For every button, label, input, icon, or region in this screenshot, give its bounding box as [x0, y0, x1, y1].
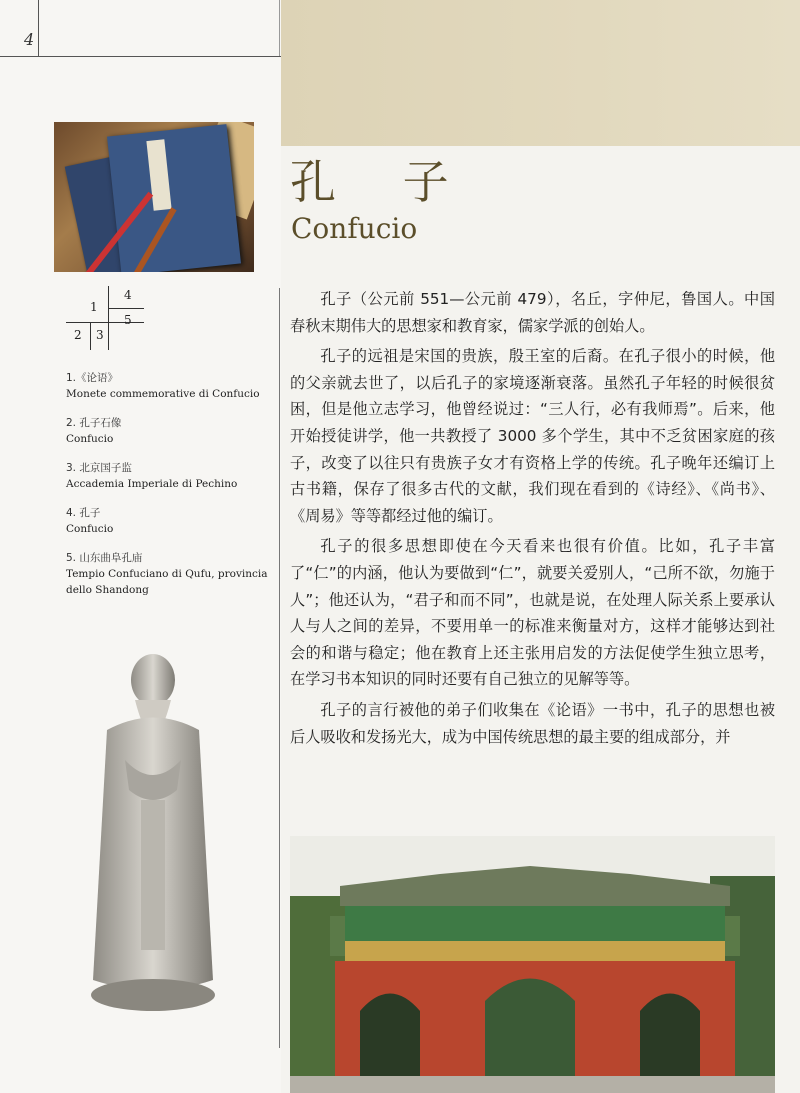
caption-item	[66, 370, 276, 402]
diagram-line	[90, 322, 91, 350]
caption-it: Tempio Confuciano di Qufu, provincia dello Shandong	[66, 568, 268, 596]
diagram-line	[108, 286, 109, 350]
figure-index-diagram	[64, 286, 154, 354]
caption-it: Accademia Imperiale di Pechino	[66, 478, 238, 490]
book-shape	[107, 124, 241, 272]
caption-item	[66, 460, 276, 492]
diagram-line	[66, 322, 144, 323]
header-rule	[0, 56, 281, 57]
column-divider	[279, 288, 280, 1048]
top-decorative-band	[281, 0, 800, 146]
page-title-it: Confucio	[291, 212, 418, 245]
caption-item	[66, 505, 276, 537]
caption-it: Monete commemorative di Confucio	[66, 388, 260, 400]
caption-list	[66, 370, 276, 611]
caption-zh: 5. 山东曲阜孔庙	[66, 552, 143, 564]
caption-it: Confucio	[66, 523, 114, 535]
body-paragraph: 孔子的很多思想即使在今天看来也很有价值。比如，孔子丰富了“仁”的内涵，他认为要做到“仁”，就要关爱别人，“己所不欲，勿施于人”；他还认为，“君子和而不同”，也就是说，在处理人际关系上要承认人与人之间的差异，不要用单一的标准来衡量对方，这样才能够达到社会的和谐与稳定；他在教育上还主张用启发的方法促使学生独立思考，在学习书本知识的同时还要有自己独立的见解等等。	[290, 537, 775, 689]
body-paragraph: 孔子的远祖是宋国的贵族，殷王室的后裔。在孔子很小的时候，他的父亲就去世了，以后孔子的家境逐渐衰落。虽然孔子年轻的时候很贫困，但是他立志学习，他曾经说过：“三人行，必有我师焉”。后来，他开始授徒讲学，他一共教授了 3000 多个学生，其中不乏贫困家庭的孩子，改变了以往只有贵族子女才有资格上学的传统。孔子晚年还编订上古书籍，保存了很多古代的文献，我们现在看到的《诗经》、《尚书》、《周易》等等都经过他的编订。	[290, 347, 775, 525]
header-column-rule	[279, 0, 280, 56]
photo-qufu-temple-gate	[290, 836, 775, 1093]
diagram-line	[108, 308, 144, 309]
figure-index-label: 2	[74, 328, 82, 342]
caption-item	[66, 550, 276, 598]
page-title-zh: 孔 子	[290, 155, 475, 209]
caption-zh: 2. 孔子石像	[66, 417, 122, 429]
caption-it: Confucio	[66, 433, 114, 445]
photo-lunyu-books	[54, 122, 254, 272]
caption-zh: 1.《论语》	[66, 372, 119, 384]
caption-item	[66, 415, 276, 447]
caption-zh: 4. 孔子	[66, 507, 101, 519]
figure-index-label: 1	[90, 300, 98, 314]
figure-index-label: 3	[96, 328, 104, 342]
caption-zh: 3. 北京国子监	[66, 462, 132, 474]
article-body	[290, 286, 775, 754]
figure-index-label: 4	[124, 288, 132, 302]
page-number-rule	[38, 0, 39, 56]
body-paragraph: 孔子（公元前 551—公元前 479），名丘，字仲尼，鲁国人。中国春秋末期伟大的思想家和教育家，儒家学派的创始人。	[290, 290, 775, 335]
photo-confucius-statue	[85, 650, 220, 1020]
body-paragraph: 孔子的言行被他的弟子们收集在《论语》一书中，孔子的思想也被后人吸收和发扬光大，成为中国传统思想的最主要的组成部分，并	[290, 700, 775, 746]
figure-index-label: 5	[124, 313, 132, 327]
page-number: 4	[24, 30, 35, 49]
